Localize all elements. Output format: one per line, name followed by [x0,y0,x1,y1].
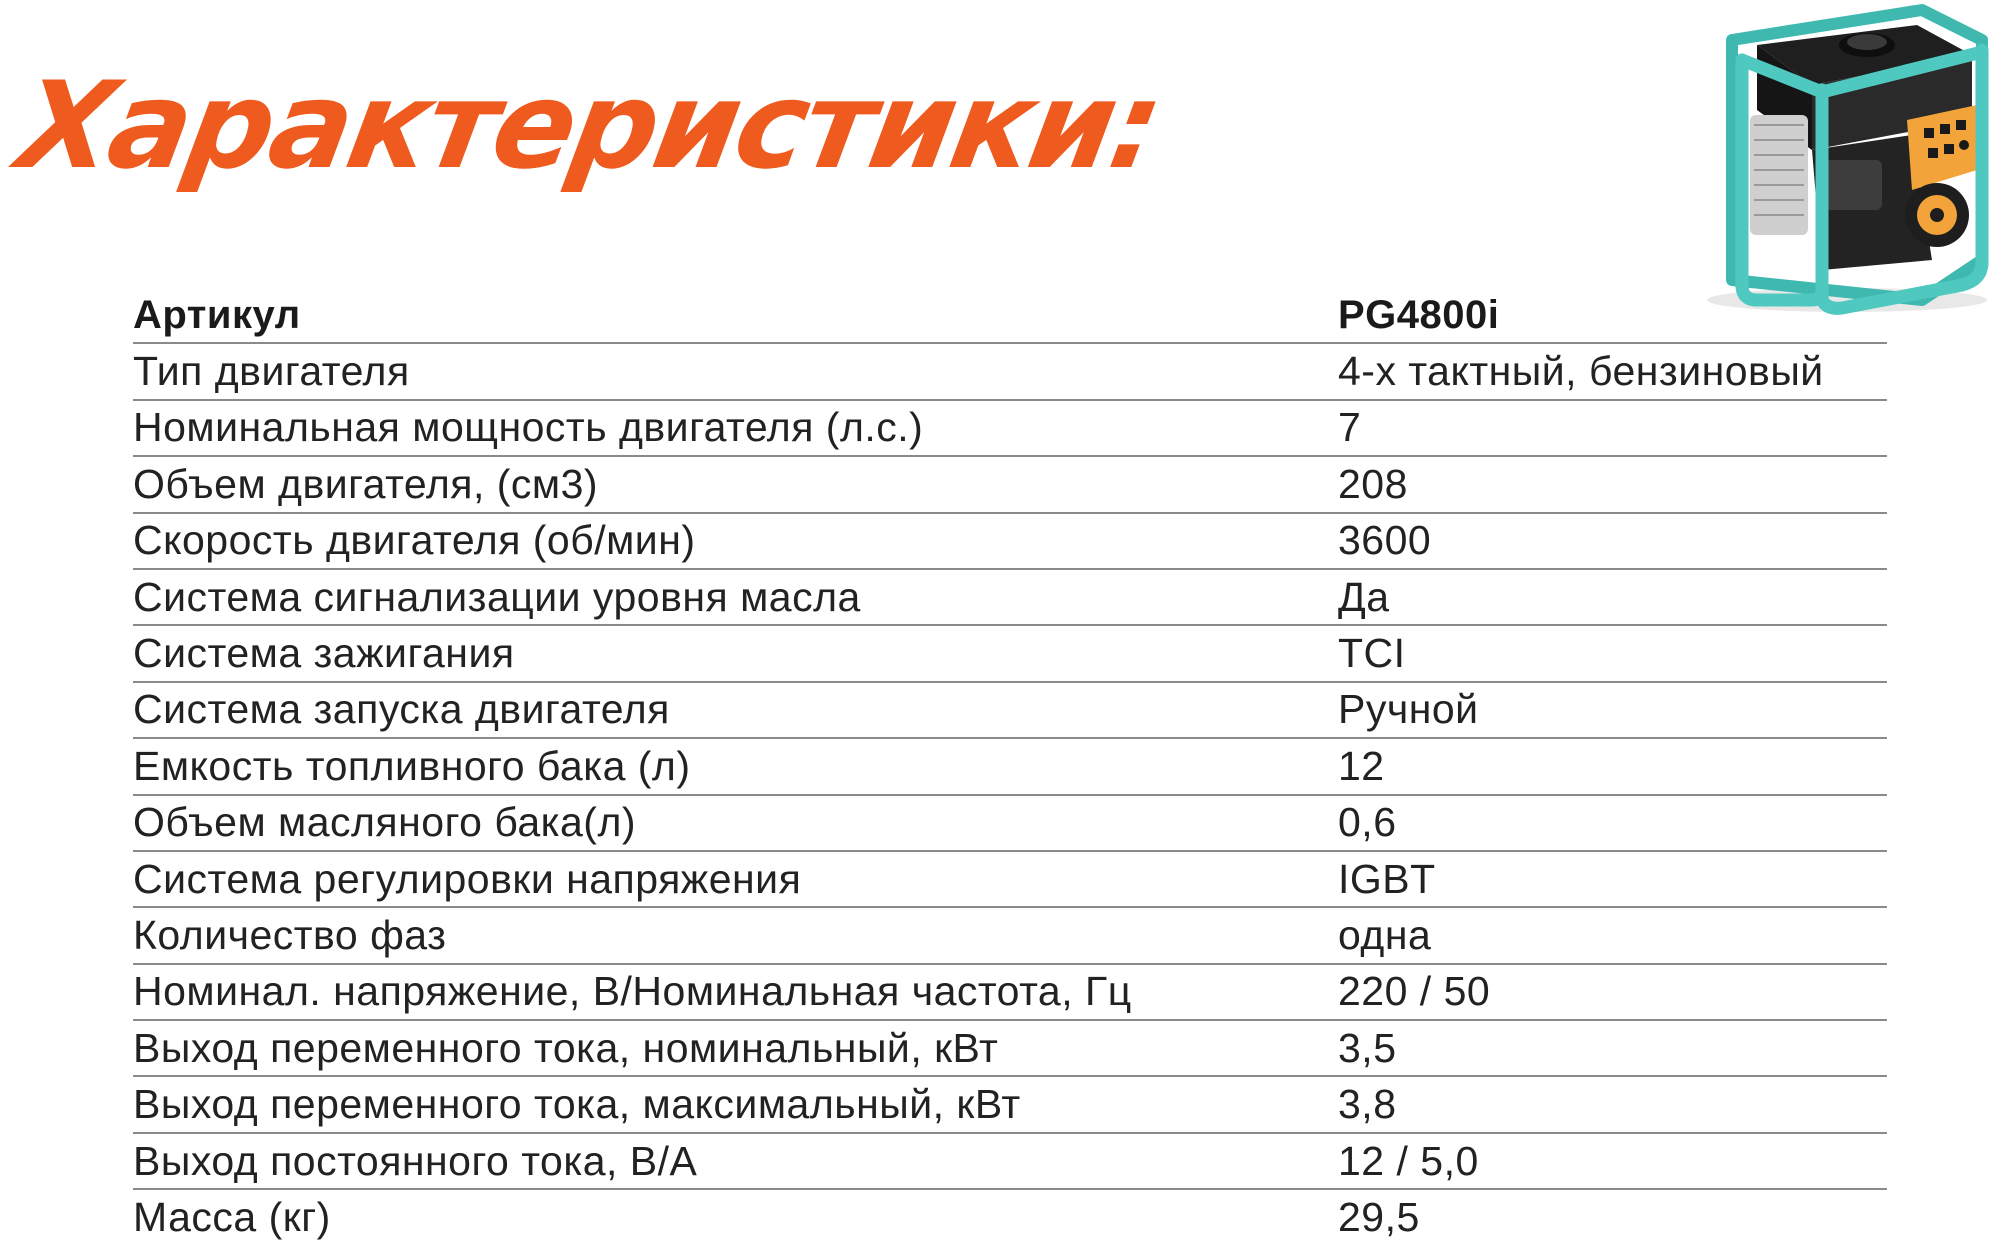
spec-row [133,1189,1887,1244]
spec-row [133,1020,1887,1076]
spec-value: 3,8 [1338,1076,1887,1132]
spec-label: Номинальная мощность двигателя (л.с.) [133,400,1338,456]
spec-value: 12 / 5,0 [1338,1133,1887,1189]
spec-header-value: PG4800i [1338,288,1887,343]
spec-row [133,1133,1887,1189]
spec-value: TCI [1338,625,1887,681]
spec-row [133,400,1887,456]
spec-table-body [133,288,1887,1245]
spec-value: Да [1338,569,1887,625]
spec-label: Система регулировки напряжения [133,851,1338,907]
spec-row [133,513,1887,569]
spec-value: 208 [1338,456,1887,512]
spec-row [133,343,1887,399]
spec-row [133,907,1887,963]
spec-value: 3,5 [1338,1020,1887,1076]
spec-label: Выход переменного тока, номинальный, кВт [133,1020,1338,1076]
spec-header-label: Артикул [133,288,1338,343]
spec-row [133,569,1887,625]
spec-label: Количество фаз [133,907,1338,963]
spec-label: Система запуска двигателя [133,682,1338,738]
spec-row [133,738,1887,794]
spec-label: Система зажигания [133,625,1338,681]
spec-row [133,625,1887,681]
spec-value: IGBT [1338,851,1887,907]
spec-row [133,1076,1887,1132]
spec-row [133,795,1887,851]
spec-label: Объем масляного бака(л) [133,795,1338,851]
spec-label: Номинал. напряжение, В/Номинальная частота, Гц [133,964,1338,1020]
spec-label: Масса (кг) [133,1193,331,1240]
spec-label: Скорость двигателя (об/мин) [133,513,1338,569]
spec-label: Объем двигателя, (см3) [133,456,1338,512]
spec-row [133,456,1887,512]
generator-icon [1672,0,2000,320]
spec-label: Система сигнализации уровня масла [133,569,1338,625]
spec-label: Выход переменного тока, максимальный, кВт [133,1076,1338,1132]
spec-label: Выход постоянного тока, В/А [133,1133,1338,1189]
spec-label: Тип двигателя [133,343,1338,399]
spec-row [133,682,1887,738]
spec-value: 220 / 50 [1338,964,1887,1020]
spec-header-row [133,288,1887,343]
page-title: Характеристики: [9,57,1170,196]
spec-value: 12 [1338,738,1887,794]
spec-value: 3600 [1338,513,1887,569]
spec-value: 0,6 [1338,795,1887,851]
spec-value: 29,5 [1338,1193,1420,1240]
spec-value: Ручной [1338,682,1887,738]
spec-row [133,851,1887,907]
spec-value: 4-х тактный, бензиновый [1338,343,1887,399]
spec-value: одна [1338,907,1887,963]
spec-value: 7 [1338,400,1887,456]
spec-table [133,288,1887,1245]
spec-row [133,964,1887,1020]
spec-label: Емкость топливного бака (л) [133,738,1338,794]
